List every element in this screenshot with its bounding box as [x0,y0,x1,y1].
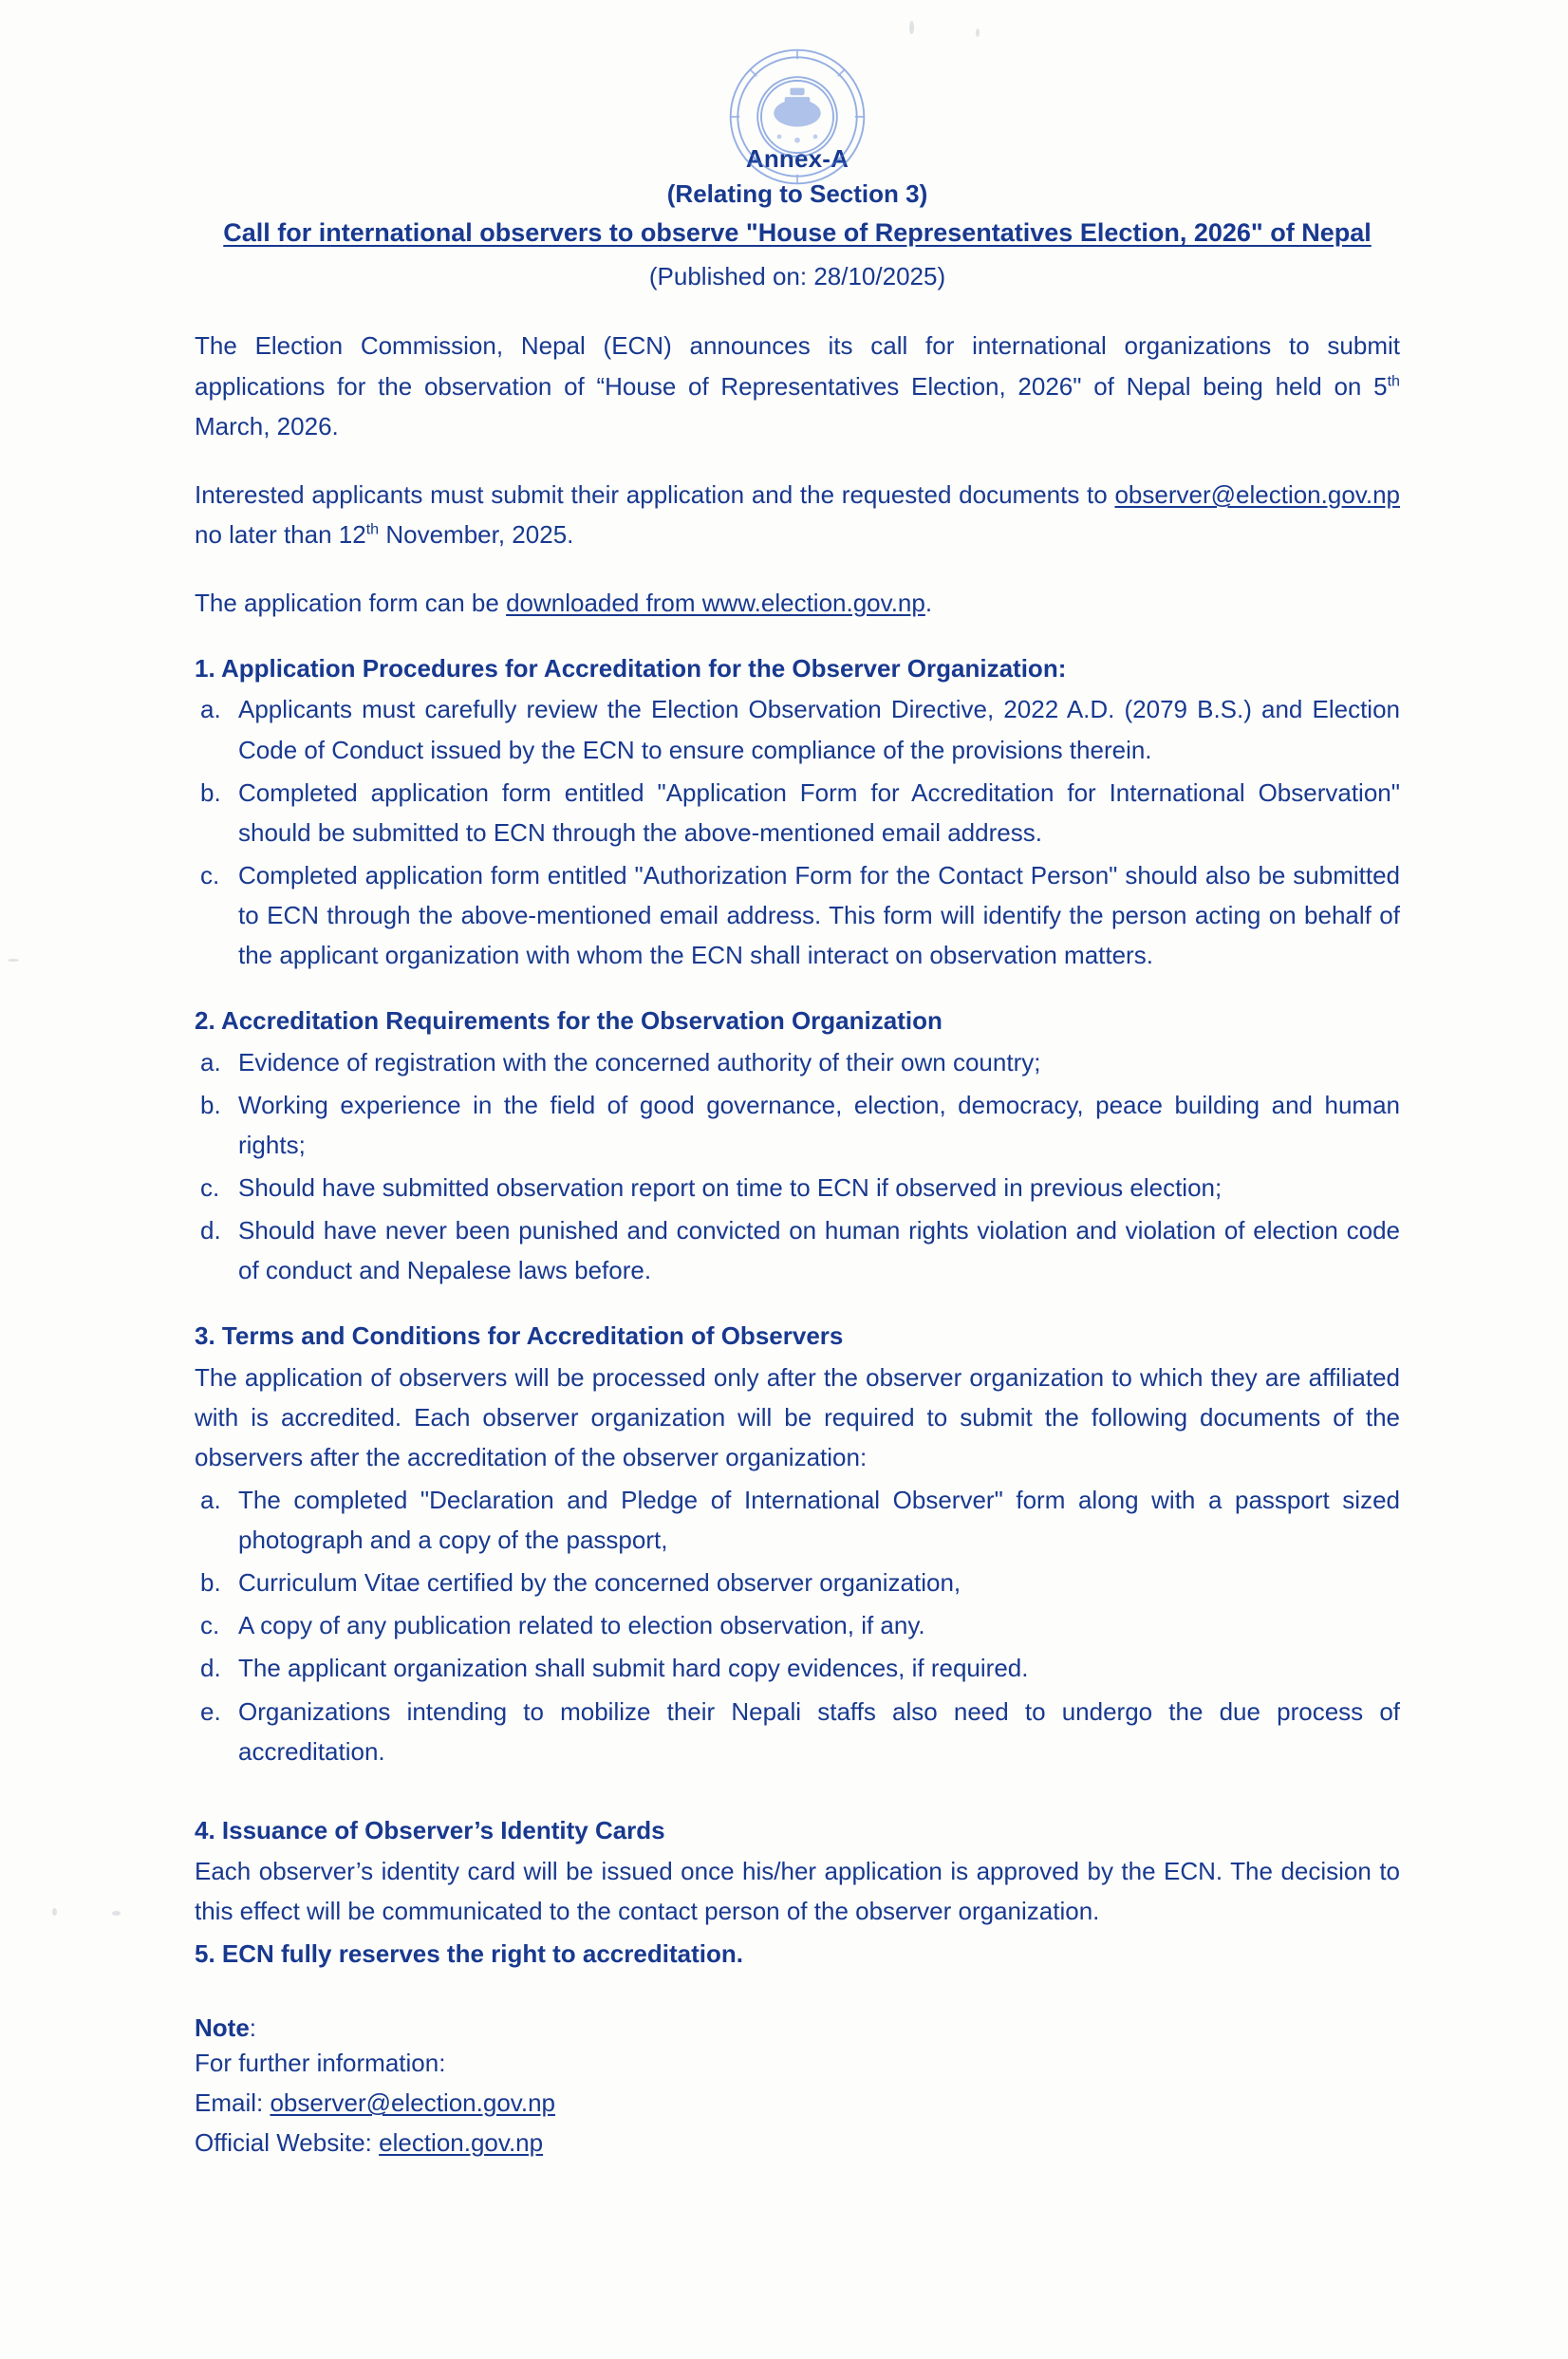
list-marker: e. [200,1696,221,1726]
section-2-heading: 2. Accreditation Requirements for the Observation Organization [195,1006,943,1036]
intro-p2-text-b: no later than 12 [195,519,366,549]
list-item [195,689,1400,769]
section-3-heading: 3. Terms and Conditions for Accreditation of Observers [195,1321,844,1351]
note-email-line [195,2083,1400,2123]
list-item-text: A copy of any publication related to election observation, if any. [238,1611,925,1640]
list-item [195,1605,1400,1645]
list-item [195,1168,1400,1208]
list-item-text: Completed application form entitled "Authorization Form for the Contact Person" should also be submitted to ECN through the above-mentioned email address. This form will identify the person acting on behalf of the applicant organization with whom the ECN shall interact on observation matters. [238,860,1400,970]
intro-paragraph-2 [195,475,1400,554]
note-label-text: Note [195,2013,250,2042]
list-marker: a. [200,1047,221,1077]
list-item [195,1210,1400,1290]
list-item-text: The completed "Declaration and Pledge of International Observer" form along with a passport sized photograph and a copy of the passport, [238,1486,1400,1555]
list-item [195,1648,1400,1688]
list-item-text: Curriculum Vitae certified by the concerned observer organization, [238,1568,961,1598]
section-3-list [195,1480,1400,1771]
list-item [195,1085,1400,1165]
intro-p3-text-b: . [924,588,933,617]
list-item-text: Completed application form entitled "Application Form for Accreditation for International Observation" should be submitted to ECN through the above-mentioned email address. [238,777,1400,847]
section-5-heading: 5. ECN fully reserves the right to accreditation. [195,1939,743,1969]
intro-p2-text-a: Interested applicants must submit their application and the requested documents to [195,479,1115,509]
intro-p1-text-a: The Election Commission, Nepal (ECN) announces its call for international organizations to submit applications for the observation of “House of Representatives Election, 2026" of Nepal being held on 5 [195,331,1400,401]
list-item-text: Should have submitted observation report on time to ECN if observed in previous election; [238,1172,1223,1202]
intro-paragraph-3 [195,583,1400,623]
note-website-line [195,2123,1400,2162]
list-marker: c. [200,1172,220,1202]
list-item [195,855,1400,975]
note-colon: : [249,2013,257,2042]
list-item-text: Evidence of registration with the concerned authority of their own country; [238,1047,1041,1077]
list-item [195,1692,1400,1771]
list-marker: d. [200,1216,221,1245]
scan-speck [976,28,980,37]
list-item-text: Working experience in the field of good governance, election, democracy, peace building and human rights; [238,1090,1400,1159]
document-header [195,142,1400,297]
relating-section-label: (Relating to Section 3) [666,179,928,209]
list-marker: c. [200,860,220,889]
section-2-list [195,1042,1400,1291]
list-item-text: Applicants must carefully review the Election Observation Directive, 2022 A.D. (2079 B.S.) and Election Code of Conduct issued by the ECN to ensure compliance of the provisions therein. [238,695,1400,764]
document-body [195,142,1400,2162]
intro-paragraph-1 [195,326,1400,445]
application-form-download-link[interactable]: downloaded from www.election.gov.np [506,588,925,617]
section-4-heading: 4. Issuance of Observer’s Identity Cards [195,1815,665,1844]
note-further-info: For further information: [195,2048,446,2077]
list-item [195,1563,1400,1602]
note-email-label: Email: [195,2088,271,2117]
list-item [195,1480,1400,1560]
intro-p2-ordinal: th [365,520,380,538]
section-3-lead-paragraph: The application of observers will be processed only after the observer organization to which they are affiliated with is accredited. Each observer organization will be required to submit the following documents of the observers after the accreditation of the observer organization: [195,1362,1400,1471]
scan-speck [8,959,19,962]
list-item-text: Should have never been punished and convicted on human rights violation and violation of election code of conduct and Nepalese laws before. [238,1216,1400,1285]
intro-p1-ordinal: th [1387,371,1400,389]
note-website-link[interactable]: election.gov.np [379,2127,544,2157]
section-1-heading: 1. Application Procedures for Accreditation for the Observer Organization: [195,654,1067,683]
list-marker: b. [200,777,221,807]
list-marker: a. [200,695,221,724]
scan-speck [112,1911,121,1916]
intro-p2-text-c: November, 2025. [379,519,574,549]
scan-speck [52,1908,57,1916]
note-label [195,2013,1400,2043]
scan-speck [909,21,914,34]
note-website-label: Official Website: [195,2127,380,2157]
list-marker: b. [200,1568,221,1598]
note-email-link[interactable]: observer@election.gov.np [270,2088,555,2117]
section-4-paragraph: Each observer’s identity card will be issued once his/her application is approved by the ECN. The decision to this effect will be communicated to the contact person of the observer organization. [195,1857,1400,1926]
list-marker: c. [200,1611,220,1640]
list-marker: a. [200,1486,221,1514]
list-item-text: The applicant organization shall submit hard copy evidences, if required. [238,1654,1029,1683]
annex-label: Annex-A [745,144,849,173]
observer-email-link[interactable]: observer@election.gov.np [1114,479,1400,509]
list-marker: b. [200,1090,221,1119]
section-1-list [195,689,1400,975]
published-date: (Published on: 28/10/2025) [648,262,946,291]
list-item [195,773,1400,852]
document-title: Call for international observers to observe "House of Representatives Election, 2026" of Nepal [223,218,1372,248]
list-item-text: Organizations intending to mobilize their Nepali staffs also need to undergo the due process of accreditation. [238,1696,1400,1766]
list-marker: d. [200,1654,221,1683]
intro-p1-text-b: March, 2026. [195,411,339,440]
list-item [195,1042,1400,1082]
intro-p3-text-a: The application form can be [195,588,507,617]
